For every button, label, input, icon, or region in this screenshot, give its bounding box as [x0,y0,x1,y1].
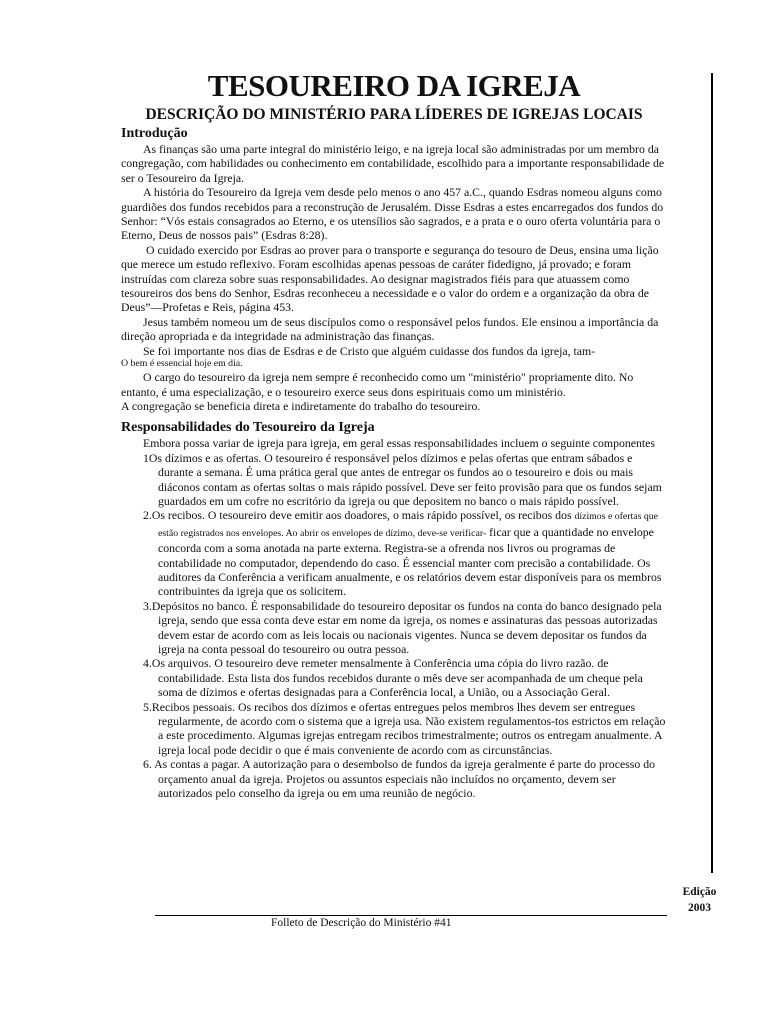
responsibility-item-2-lead: 2.Os recibos. O tesoureiro deve emitir aos doadores, o mais rápido possível, os recibos dos [143,508,572,523]
page-subtitle: DESCRIÇÃO DO MINISTÉRIO PARA LÍDERES DE IGREJAS LOCAIS [145,106,643,123]
intro-paragraph-3: O cuidado exercido por Esdras ao prover para o transporte e segurança do tesouro de Deus, ensina uma lição que merece um estudo reflexivo. Foram escolhidas apenas pessoas de caráter fidedigno, já provado; e foram instruídas com clareza sobre suas responsabilidades. Ao designar magistrados fiéis para que atuassem como tesoureiros dos bens do Senhor, Esdras reconheceu a necessidade e o valor do ordem e a organização da obra de Deus”—Profetas e Reis, página 453. [121,242,659,315]
document-body [121,126,666,800]
page-title: TESOUREIRO DA IGREJA [207,68,581,103]
footer-text: Folleto de Descrição do Ministério #41 [271,917,452,929]
responsibility-item-5: 5.Recibos pessoais. Os recibos dos dízimos e ofertas entregues pelos membros lhes devem ser entregues regularmente, de acordo com o sistema que a igreja usa. Não existem regulamentos-tos estrictos em relação a este procedimento. Algumas igrejas entregam recibos trimestralmente; outros os entregam anualmente. A igreja local pode decidir o que é mais conveniente de acordo com as circunstâncias. [143,699,666,757]
intro-paragraph-5: Se foi importante nos dias de Esdras e de Cristo que alguém cuidasse dos fundos da igreja, tam- [143,343,596,358]
responsibility-item-1: 1Os dízimos e as ofertas. O tesoureiro é responsável pelos dízimos e pelas ofertas que entram sábados e durante a semana. É uma prática geral que antes de entregar os fundos ao o tesoureiro e dois ou mais diáconos contam as ofertas soltas o mais rápido possível. Deve ser feito provisão para que os fundos sejam guardados em um cofre no escritório da igreja ou que depositem no banco o mais rápido possível. [143,450,662,508]
footer-rule [155,915,667,916]
responsibilities-heading: Responsabilidades do Tesoureiro da Igreja [121,420,375,436]
responsibilities-lead: Embora possa variar de igreja para igreja, em geral essas responsabilidades incluem o seguinte componentes [143,436,656,451]
responsibility-item-2 [121,508,666,598]
responsibility-item-6: 6. As contas a pagar. A autorização para o desembolso de fundos da igreja geralmente é parte do processo do orçamento anual da igreja. Projetos ou assuntos especiais não incluídos no orçamento, devem ser autorizados pelo conselho da igreja ou em uma reunião de negócio. [143,757,656,801]
responsibility-item-4: 4.Os arquivos. O tesoureiro deve remeter mensalmente à Conferência uma cópia do livro razão. de contabilidade. Esta lista dos fundos recebidos durante o mês deve ser acompanhada de um cheque pela soma de dízimos e ofertas designadas para a Conferência local, a União, ou a Associação Geral. [143,656,643,700]
intro-paragraph-7: A congregação se beneficia direta e indiretamente do trabalho do tesoureiro. [121,398,481,413]
intro-paragraph-2: A história do Tesoureiro da Igreja vem desde pelo menos o ano 457 a.C., quando Esdras nomeou alguns como guardiões dos fundos recebidos para a reconstrução de Jerusalém. Disse Esdras a estes encarregados dos fundos do Senhor: “Vós estais consagrados ao Eterno, e os utensílios são sagrados, e a prata e o ouro oferta voluntária para o Eterno, Deus de nossos pais” (Esdras 8:28). [121,185,664,243]
responsibility-item-3: 3.Depósitos no banco. É responsabilidade do tesoureiro depositar os fundos na conta do banco designado pela igreja, sendo que essa conta deve estar em nome da igreja, os nomes e assinaturas das pessoas autorizadas devem estar de acordo com as leis locais ou nacionais vigentes. Nunca se devem depositar os fundos da igreja na conta pessoal do tesoureiro ou outra pessoa. [143,598,662,656]
intro-paragraph-6: O cargo do tesoureiro da igreja nem sempre é reconhecido como um "ministério" propriamente dito. No entanto, é uma especialização, e o tesoureiro exerce seus dons espirituais como um ministério. [121,370,634,399]
responsibility-item-2-small: dízimos e ofertas que estão registrados nos envelopes. Ao abrir os envelopes de dízimo, deve-se verificar- [158,511,659,539]
intro-paragraph-4: Jesus também nomeou um de seus discípulos como o responsável pelos fundos. Ele ensinou a importância da direção apropriada e da integridade na administração das finanças. [121,314,659,344]
intro-paragraph-1: As finanças são uma parte integral do ministério leigo, e na igreja local são administradas por um membro da congregação, com habilidades ou conhecimento em contabilidade, escolhido para a importante responsabilidade de ser o Tesoureiro da Igreja. [121,142,665,185]
edition-year: 2003 [688,902,711,914]
vertical-rule [711,73,713,873]
intro-paragraph-5b: O bem é essencial hoje em dia. [121,358,243,370]
edition-label: Edição [682,886,717,898]
intro-heading: Introdução [121,126,188,141]
edition-block [672,884,727,916]
responsibility-item-2-rest: ficar que a quantidade no envelope concorda com a soma anotada na parte externa. Registra-se a ofrenda nos livros ou programas de contabilidade no computador, dependendo do caso. É essencial manter com precisão a contabilidade. Os auditores da Conferência a verificam anualmente, e os relatórios devem estar disponíveis para os membros contribuintes da igreja que os solicitem. [158,524,662,599]
